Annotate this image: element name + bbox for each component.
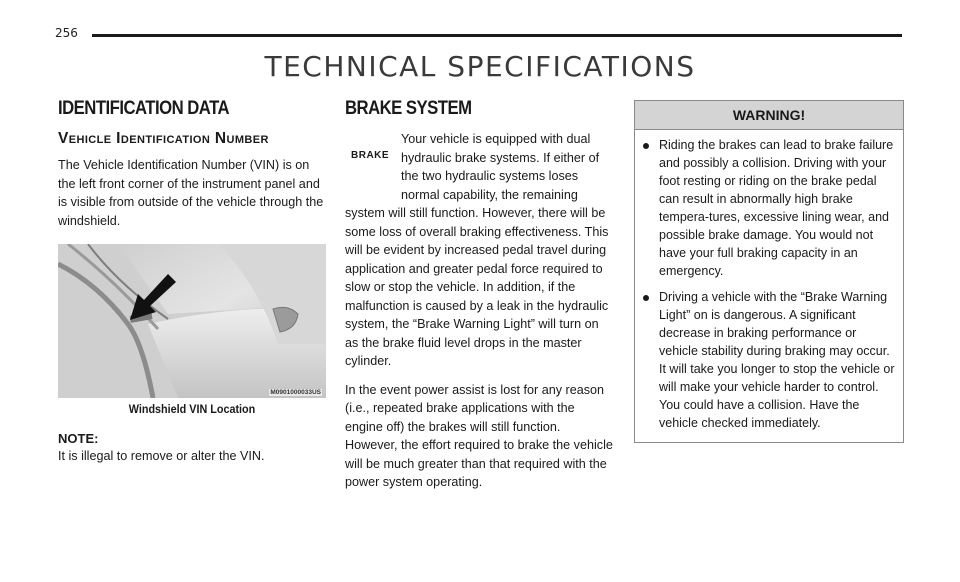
section-title: TECHNICAL SPECIFICATIONS [264, 50, 696, 83]
note-text: It is illegal to remove or alter the VIN. [58, 449, 265, 463]
warning-list [635, 130, 903, 442]
vin-description: The Vehicle Identification Number (VIN) is on the left front corner of the instrument panel and is visible from outside of the vehicle through the windshield. [58, 158, 324, 228]
warning-title: WARNING! [635, 101, 903, 130]
bullet-icon [643, 295, 649, 301]
brake-para-1-rest: system will still function. However, there will be some loss of overall braking effectiveness. This will be evident by increased pedal travel during application and greater pedal force required to slow or stop the vehicle. In addition, if the malfunction is caused by a leak in the hydraulic system, the “Brake Warning Light” will turn on as the brake fluid level drops in the master cylinder. [345, 206, 609, 368]
note-label: NOTE: [58, 431, 99, 446]
warning-column [634, 100, 904, 443]
warning-box [634, 100, 904, 443]
warning-item [643, 288, 895, 432]
photo-caption: Windshield VIN Location [128, 402, 256, 416]
brake-system-column [345, 98, 615, 502]
brake-system-heading: BRAKE SYSTEM [345, 98, 472, 119]
brake-para-1-start: Your vehicle is equipped with dual hydraulic brake systems. If either of the two hydraulic systems loses normal capability, the remaining [401, 132, 600, 202]
identification-column [58, 98, 326, 466]
windshield-illustration [58, 244, 326, 398]
vin-subheading: Vehicle Identification Number [58, 130, 269, 147]
warning-item-text: Driving a vehicle with the “Brake Warning Light” on is dangerous. A significant decrease in braking performance or vehicle stability during braking may occur. It will take you longer to stop the vehicle or will make your vehicle harder to control. You could have a collision. Have the vehicle checked immediately. [659, 290, 895, 430]
page-number: 256 [55, 26, 78, 40]
identification-heading: IDENTIFICATION DATA [58, 98, 230, 119]
image-code: M0901000033US [270, 389, 321, 396]
bullet-icon [643, 143, 649, 149]
warning-item [643, 136, 895, 280]
windshield-vin-photo [58, 244, 326, 398]
header-rule [92, 34, 902, 37]
brake-warning-icon: BRAKE [351, 150, 390, 161]
warning-item-text: Riding the brakes can lead to brake failure and possibly a collision. Driving with your foot resting or riding on the brake pedal can result in abnormally high brake tempera-tures, excessive lining wear, and possible brake damage. You would not have your full braking capacity in an emergency. [659, 138, 894, 278]
brake-para-2: In the event power assist is lost for any reason (i.e., repeated brake applications with the engine off) the brakes will still function. However, the effort required to brake the vehicle will be much greater than that required with the power system operating. [345, 382, 613, 489]
brake-intro [345, 130, 615, 204]
